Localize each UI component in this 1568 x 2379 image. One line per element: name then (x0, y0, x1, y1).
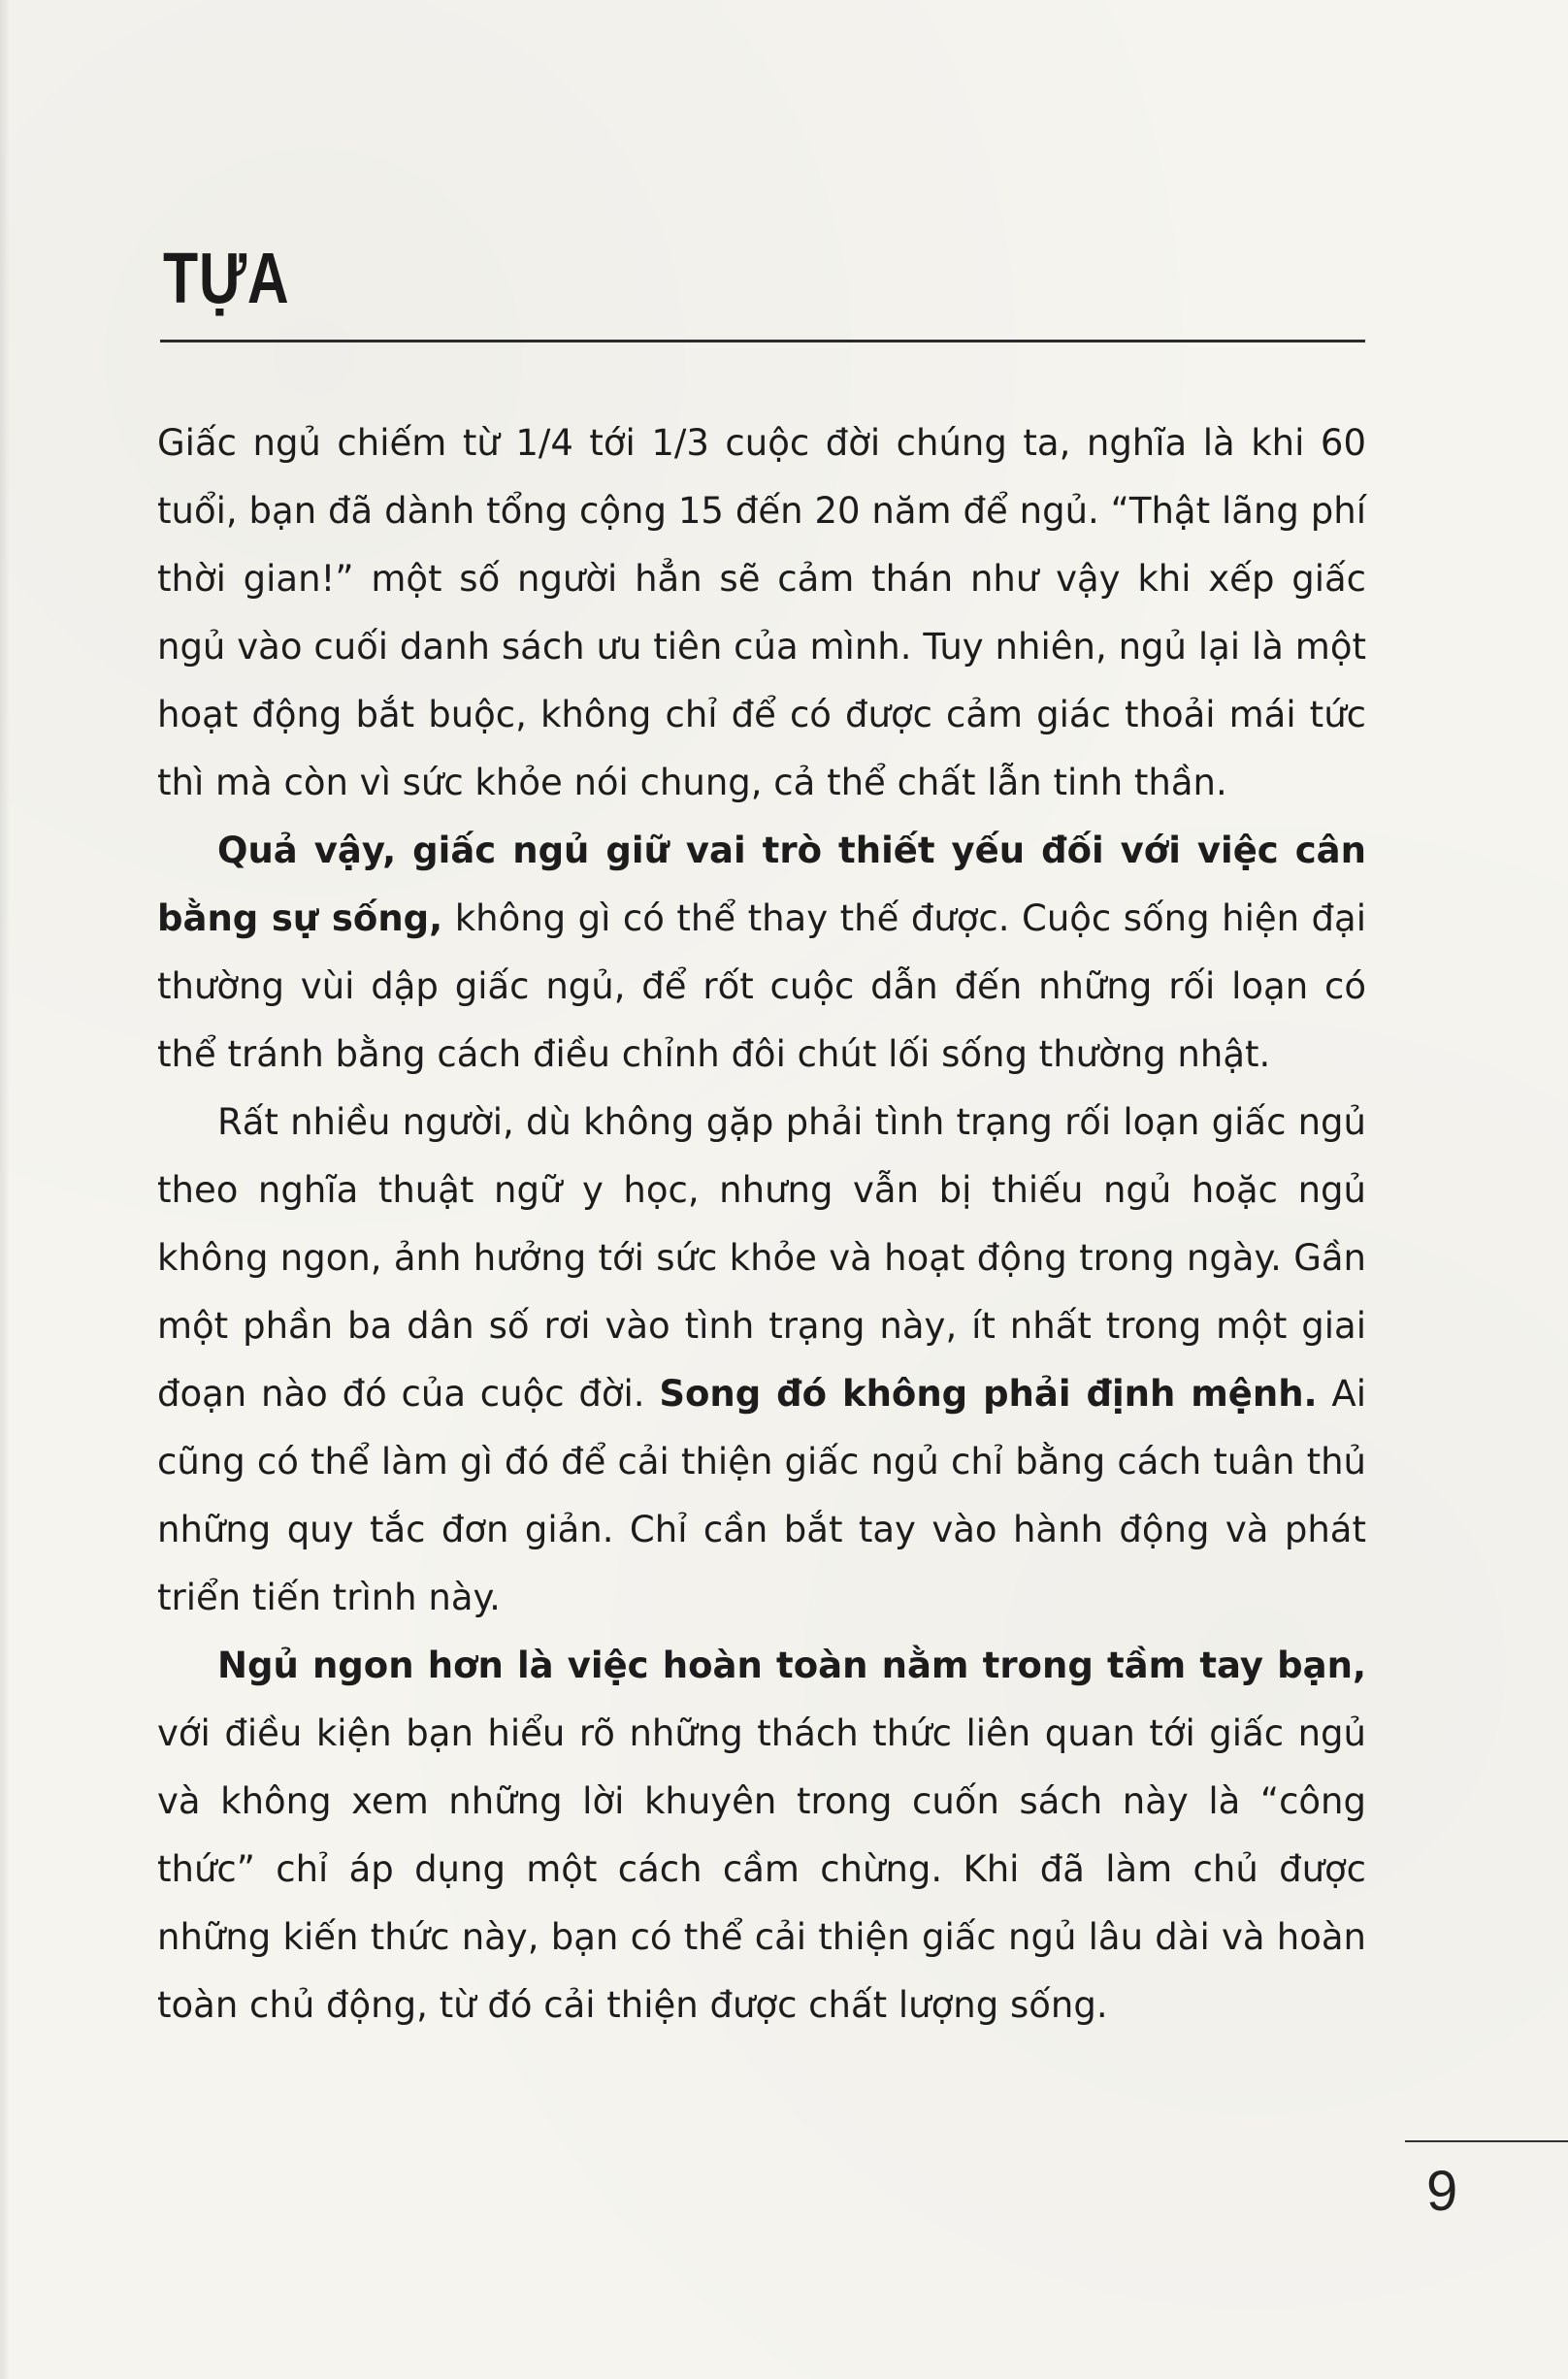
paragraph-2-emphasis: Quả vậy, giấc ngủ giữ vai trò thiết yếu đối với việc cân bằng sự sống, (157, 830, 1366, 939)
paragraph-2-text: không gì có thể thay thế được. Cuộc sống hiện đại thường vùi dập giấc ngủ, để rốt cuộc dẫn đến những rối loạn có thể tránh bằng cách điều chỉnh đôi chút lối sống thường nhật. (157, 897, 1366, 1075)
paragraph-3-emphasis: Song đó không phải định mệnh. (659, 1373, 1318, 1415)
paragraph-1 (157, 409, 1366, 817)
paragraph-2 (157, 817, 1366, 1089)
paragraph-3-text-b: Ai cũng có thể làm gì đó để cải thiện giấc ngủ chỉ bằng cách tuân thủ những quy tắc đơn giản. Chỉ cần bắt tay vào hành động và phát triển tiến trình này. (157, 1373, 1367, 1618)
paragraph-3-text-a: Rất nhiều người, dù không gặp phải tình trạng rối loạn giấc ngủ theo nghĩa thuật ngữ y học, nhưng vẫn bị thiếu ngủ hoặc ngủ không ngon, ảnh hưởng tới sức khỏe và hoạt động trong ngày. Gần một phần ba dân số rơi vào tình trạng này, ít nhất trong một giai đoạn nào đó của cuộc đời. (157, 1101, 1366, 1415)
page-number: 9 (1426, 2160, 1458, 2223)
chapter-title: TỰA (163, 238, 290, 318)
paragraph-1-text: Giấc ngủ chiếm từ 1/4 tới 1/3 cuộc đời chúng ta, nghĩa là khi 60 tuổi, bạn đã dành tổng cộng 15 đến 20 năm để ngủ. “Thật lãng phí thời gian!” một số người hẳn sẽ cảm thán như vậy khi xếp giấc ngủ vào cuối danh sách ưu tiên của mình. Tuy nhiên, ngủ lại là một hoạt động bắt buộc, không chỉ để có được cảm giác thoải mái tức thì mà còn vì sức khỏe nói chung, cả thể chất lẫn tinh thần. (157, 422, 1366, 803)
body-text (157, 409, 1366, 2039)
paragraph-4-emphasis: Ngủ ngon hơn là việc hoàn toàn nằm trong tầm tay bạn, (217, 1645, 1366, 1686)
paragraph-4-text: với điều kiện bạn hiểu rõ những thách thức liên quan tới giấc ngủ và không xem những lời khuyên trong cuốn sách này là “công thức” chỉ áp dụng một cách cầm chừng. Khi đã làm chủ được những kiến thức này, bạn có thể cải thiện giấc ngủ lâu dài và hoàn toàn chủ động, từ đó cải thiện được chất lượng sống. (157, 1712, 1366, 2026)
paragraph-3 (157, 1089, 1366, 1632)
paragraph-4 (157, 1632, 1366, 2039)
page-gutter-shadow (0, 0, 10, 2379)
footer-rule (1405, 2140, 1568, 2142)
title-underline (160, 340, 1365, 342)
